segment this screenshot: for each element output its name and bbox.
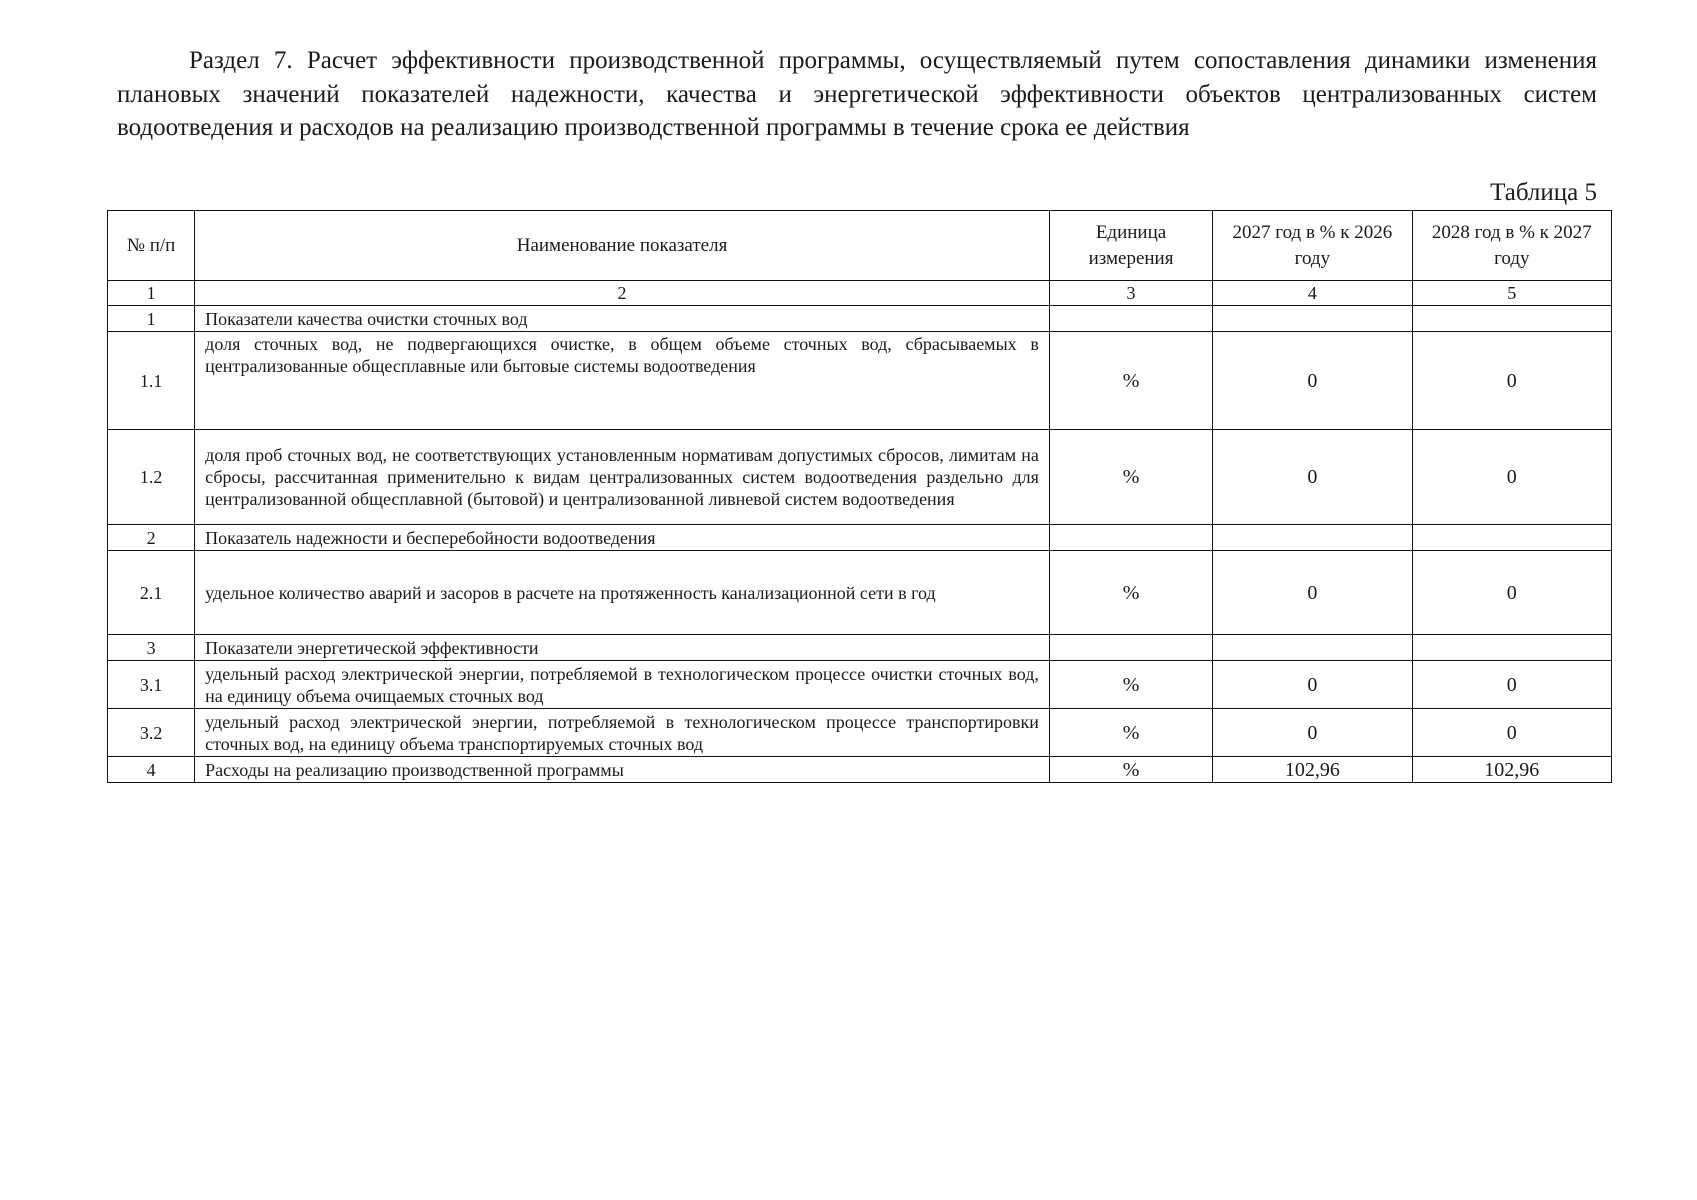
row-value-2027: 0 <box>1213 709 1412 757</box>
efficiency-table <box>107 210 1612 783</box>
row-number: 3.1 <box>108 661 195 709</box>
row-number: 1 <box>108 306 195 332</box>
row-value-2028: 102,96 <box>1412 757 1611 783</box>
row-value-2028 <box>1412 306 1611 332</box>
row-unit: % <box>1049 661 1212 709</box>
row-number: 1.1 <box>108 332 195 430</box>
row-value-2028 <box>1412 635 1611 661</box>
row-name: Расходы на реализацию производственной программы <box>195 757 1050 783</box>
header-2027: 2027 год в % к 2026 году <box>1213 211 1412 281</box>
header-name: Наименование показателя <box>195 211 1050 281</box>
row-value-2028 <box>1412 525 1611 551</box>
row-name: доля проб сточных вод, не соответствующих установленным нормативам допустимых сбросов, лимитам на сбросы, рассчитанная применительно к видам централизованных систем водоотведения раздельно для централизованной общесплавной (бытовой) и централизованной ливневой систем водоотведения <box>195 430 1050 525</box>
row-value-2027: 0 <box>1213 430 1412 525</box>
row-name: удельный расход электрической энергии, потребляемой в технологическом процессе транспортировки сточных вод, на единицу объема транспортируемых сточных вод <box>195 709 1050 757</box>
row-value-2027 <box>1213 306 1412 332</box>
table-row <box>108 661 1612 709</box>
row-name: удельный расход электрической энергии, потребляемой в технологическом процессе очистки сточных вод, на единицу объема очищаемых сточных вод <box>195 661 1050 709</box>
column-number-row <box>108 281 1612 306</box>
row-name: Показатели энергетической эффективности <box>195 635 1050 661</box>
row-value-2028: 0 <box>1412 661 1611 709</box>
row-unit <box>1049 306 1212 332</box>
column-number: 1 <box>108 281 195 306</box>
row-value-2027 <box>1213 635 1412 661</box>
header-unit: Единица измерения <box>1049 211 1212 281</box>
row-number: 1.2 <box>108 430 195 525</box>
row-value-2027: 0 <box>1213 661 1412 709</box>
row-number: 2.1 <box>108 551 195 635</box>
table-row <box>108 430 1612 525</box>
column-number: 2 <box>195 281 1050 306</box>
section-heading: Раздел 7. Расчет эффективности производственной программы, осуществляемый путем сопоставления динамики изменения плановых значений показателей надежности, качества и энергетической эффективности объектов централизованных систем водоотведения и расходов на реализацию производственной программы в течение срока ее действия <box>117 47 1597 141</box>
row-name: Показатель надежности и бесперебойности водоотведения <box>195 525 1050 551</box>
row-unit: % <box>1049 551 1212 635</box>
row-value-2028: 0 <box>1412 430 1611 525</box>
row-name: Показатели качества очистки сточных вод <box>195 306 1050 332</box>
table-caption: Таблица 5 <box>1490 179 1597 206</box>
column-number: 5 <box>1412 281 1611 306</box>
table-row <box>108 332 1612 430</box>
row-value-2028: 0 <box>1412 551 1611 635</box>
row-unit: % <box>1049 430 1212 525</box>
row-number: 2 <box>108 525 195 551</box>
table-row <box>108 306 1612 332</box>
table-row <box>108 525 1612 551</box>
row-value-2027: 102,96 <box>1213 757 1412 783</box>
row-value-2028: 0 <box>1412 332 1611 430</box>
column-number: 4 <box>1213 281 1412 306</box>
table-row <box>108 709 1612 757</box>
row-name: доля сточных вод, не подвергающихся очистке, в общем объеме сточных вод, сбрасываемых в централизованные общесплавные или бытовые системы водоотведения <box>195 332 1050 430</box>
row-number: 3 <box>108 635 195 661</box>
row-name: удельное количество аварий и засоров в расчете на протяженность канализационной сети в год <box>195 551 1050 635</box>
header-2028: 2028 год в % к 2027 году <box>1412 211 1611 281</box>
row-value-2027: 0 <box>1213 332 1412 430</box>
table-row <box>108 635 1612 661</box>
row-unit <box>1049 635 1212 661</box>
table-header-row <box>108 211 1612 281</box>
row-unit <box>1049 525 1212 551</box>
row-value-2028: 0 <box>1412 709 1611 757</box>
row-unit: % <box>1049 757 1212 783</box>
row-value-2027: 0 <box>1213 551 1412 635</box>
header-no: № п/п <box>108 211 195 281</box>
row-number: 3.2 <box>108 709 195 757</box>
column-number: 3 <box>1049 281 1212 306</box>
row-unit: % <box>1049 709 1212 757</box>
row-value-2027 <box>1213 525 1412 551</box>
table-row <box>108 551 1612 635</box>
row-unit: % <box>1049 332 1212 430</box>
table-row <box>108 757 1612 783</box>
row-number: 4 <box>108 757 195 783</box>
